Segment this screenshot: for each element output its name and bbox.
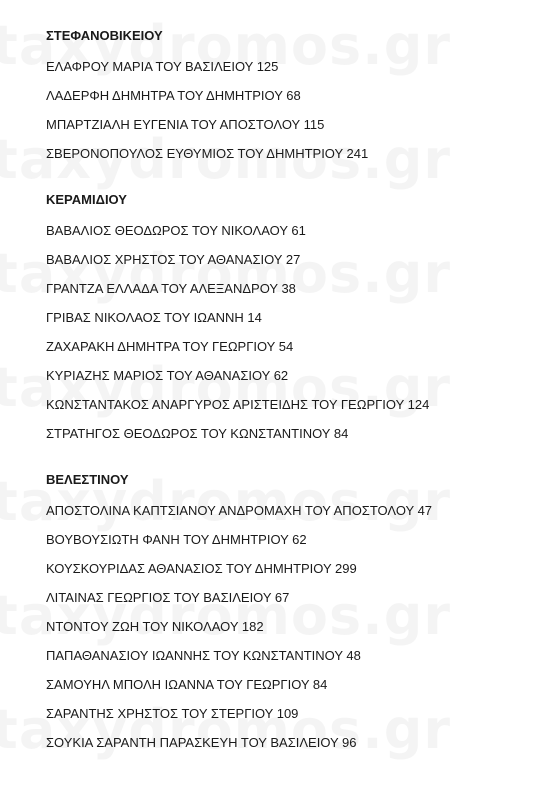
list-item: ΖΑΧΑΡΑΚΗ ΔΗΜΗΤΡΑ ΤΟΥ ΓΕΩΡΓΙΟΥ 54 xyxy=(46,339,294,354)
section-title: ΒΕΛΕΣΤΙΝΟΥ xyxy=(46,472,129,487)
entry-list xyxy=(46,496,546,757)
section-title: ΣΤΕΦΑΝΟΒΙΚΕΙΟΥ xyxy=(46,28,163,43)
list-item: ΒΑΒΑΛΙΟΣ ΧΡΗΣΤΟΣ ΤΟΥ ΑΘΑΝΑΣΙΟΥ 27 xyxy=(46,252,301,267)
document-content xyxy=(46,22,546,775)
list-item: ΒΑΒΑΛΙΟΣ ΘΕΟΔΩΡΟΣ ΤΟΥ ΝΙΚΟΛΑΟΥ 61 xyxy=(46,223,306,238)
list-item: ΣΒΕΡΟΝΟΠΟΥΛΟΣ ΕΥΘΥΜΙΟΣ ΤΟΥ ΔΗΜΗΤΡΙΟΥ 241 xyxy=(46,146,369,161)
entry-list xyxy=(46,216,546,448)
list-item: ΒΟΥΒΟΥΣΙΩΤΗ ΦΑΝΗ ΤΟΥ ΔΗΜΗΤΡΙΟΥ 62 xyxy=(46,532,307,547)
entry-list xyxy=(46,52,546,168)
list-item: ΝΤΟΝΤΟΥ ΖΩΗ ΤΟΥ ΝΙΚΟΛΑΟΥ 182 xyxy=(46,619,264,634)
section-velestinou xyxy=(46,466,546,757)
list-item: ΣΑΡΑΝΤΗΣ ΧΡΗΣΤΟΣ ΤΟΥ ΣΤΕΡΓΙΟΥ 109 xyxy=(46,706,299,721)
list-item: ΚΩΝΣΤΑΝΤΑΚΟΣ ΑΝΑΡΓΥΡΟΣ ΑΡΙΣΤΕΙΔΗΣ ΤΟΥ ΓΕΩΡΓΙΟΥ 124 xyxy=(46,397,430,412)
list-item: ΚΟΥΣΚΟΥΡΙΔΑΣ ΑΘΑΝΑΣΙΟΣ ΤΟΥ ΔΗΜΗΤΡΙΟΥ 299 xyxy=(46,561,357,576)
section-title: ΚΕΡΑΜΙΔΙΟΥ xyxy=(46,192,127,207)
list-item: ΚΥΡΙΑΖΗΣ ΜΑΡΙΟΣ ΤΟΥ ΑΘΑΝΑΣΙΟΥ 62 xyxy=(46,368,289,383)
list-item: ΣΑΜΟΥΗΛ ΜΠΟΛΗ ΙΩΑΝΝΑ ΤΟΥ ΓΕΩΡΓΙΟΥ 84 xyxy=(46,677,328,692)
list-item: ΓΡΑΝΤΖΑ ΕΛΛΑΔΑ ΤΟΥ ΑΛΕΞΑΝΔΡΟΥ 38 xyxy=(46,281,296,296)
list-item: ΜΠΑΡΤΖΙΑΛΗ ΕΥΓΕΝΙΑ ΤΟΥ ΑΠΟΣΤΟΛΟΥ 115 xyxy=(46,117,325,132)
list-item: ΛΙΤΑΙΝΑΣ ΓΕΩΡΓΙΟΣ ΤΟΥ ΒΑΣΙΛΕΙΟΥ 67 xyxy=(46,590,290,605)
list-item: ΣΤΡΑΤΗΓΟΣ ΘΕΟΔΩΡΟΣ ΤΟΥ ΚΩΝΣΤΑΝΤΙΝΟΥ 84 xyxy=(46,426,349,441)
list-item: ΑΠΟΣΤΟΛΙΝΑ ΚΑΠΤΣΙΑΝΟΥ ΑΝΔΡΟΜΑΧΗ ΤΟΥ ΑΠΟΣΤΟΛΟΥ 47 xyxy=(46,503,433,518)
section-keramidiou xyxy=(46,186,546,448)
list-item: ΓΡΙΒΑΣ ΝΙΚΟΛΑΟΣ ΤΟΥ ΙΩΑΝΝΗ 14 xyxy=(46,310,262,325)
section-stefanovikeiou xyxy=(46,22,546,168)
list-item: ΕΛΑΦΡΟΥ ΜΑΡΙΑ ΤΟΥ ΒΑΣΙΛΕΙΟΥ 125 xyxy=(46,59,279,74)
list-item: ΛΑΔΕΡΦΗ ΔΗΜΗΤΡΑ ΤΟΥ ΔΗΜΗΤΡΙΟΥ 68 xyxy=(46,88,301,103)
list-item: ΠΑΠΑΘΑΝΑΣΙΟΥ ΙΩΑΝΝΗΣ ΤΟΥ ΚΩΝΣΤΑΝΤΙΝΟΥ 48 xyxy=(46,648,361,663)
list-item: ΣΟΥΚΙΑ ΣΑΡΑΝΤΗ ΠΑΡΑΣΚΕΥΗ ΤΟΥ ΒΑΣΙΛΕΙΟΥ 96 xyxy=(46,735,357,750)
